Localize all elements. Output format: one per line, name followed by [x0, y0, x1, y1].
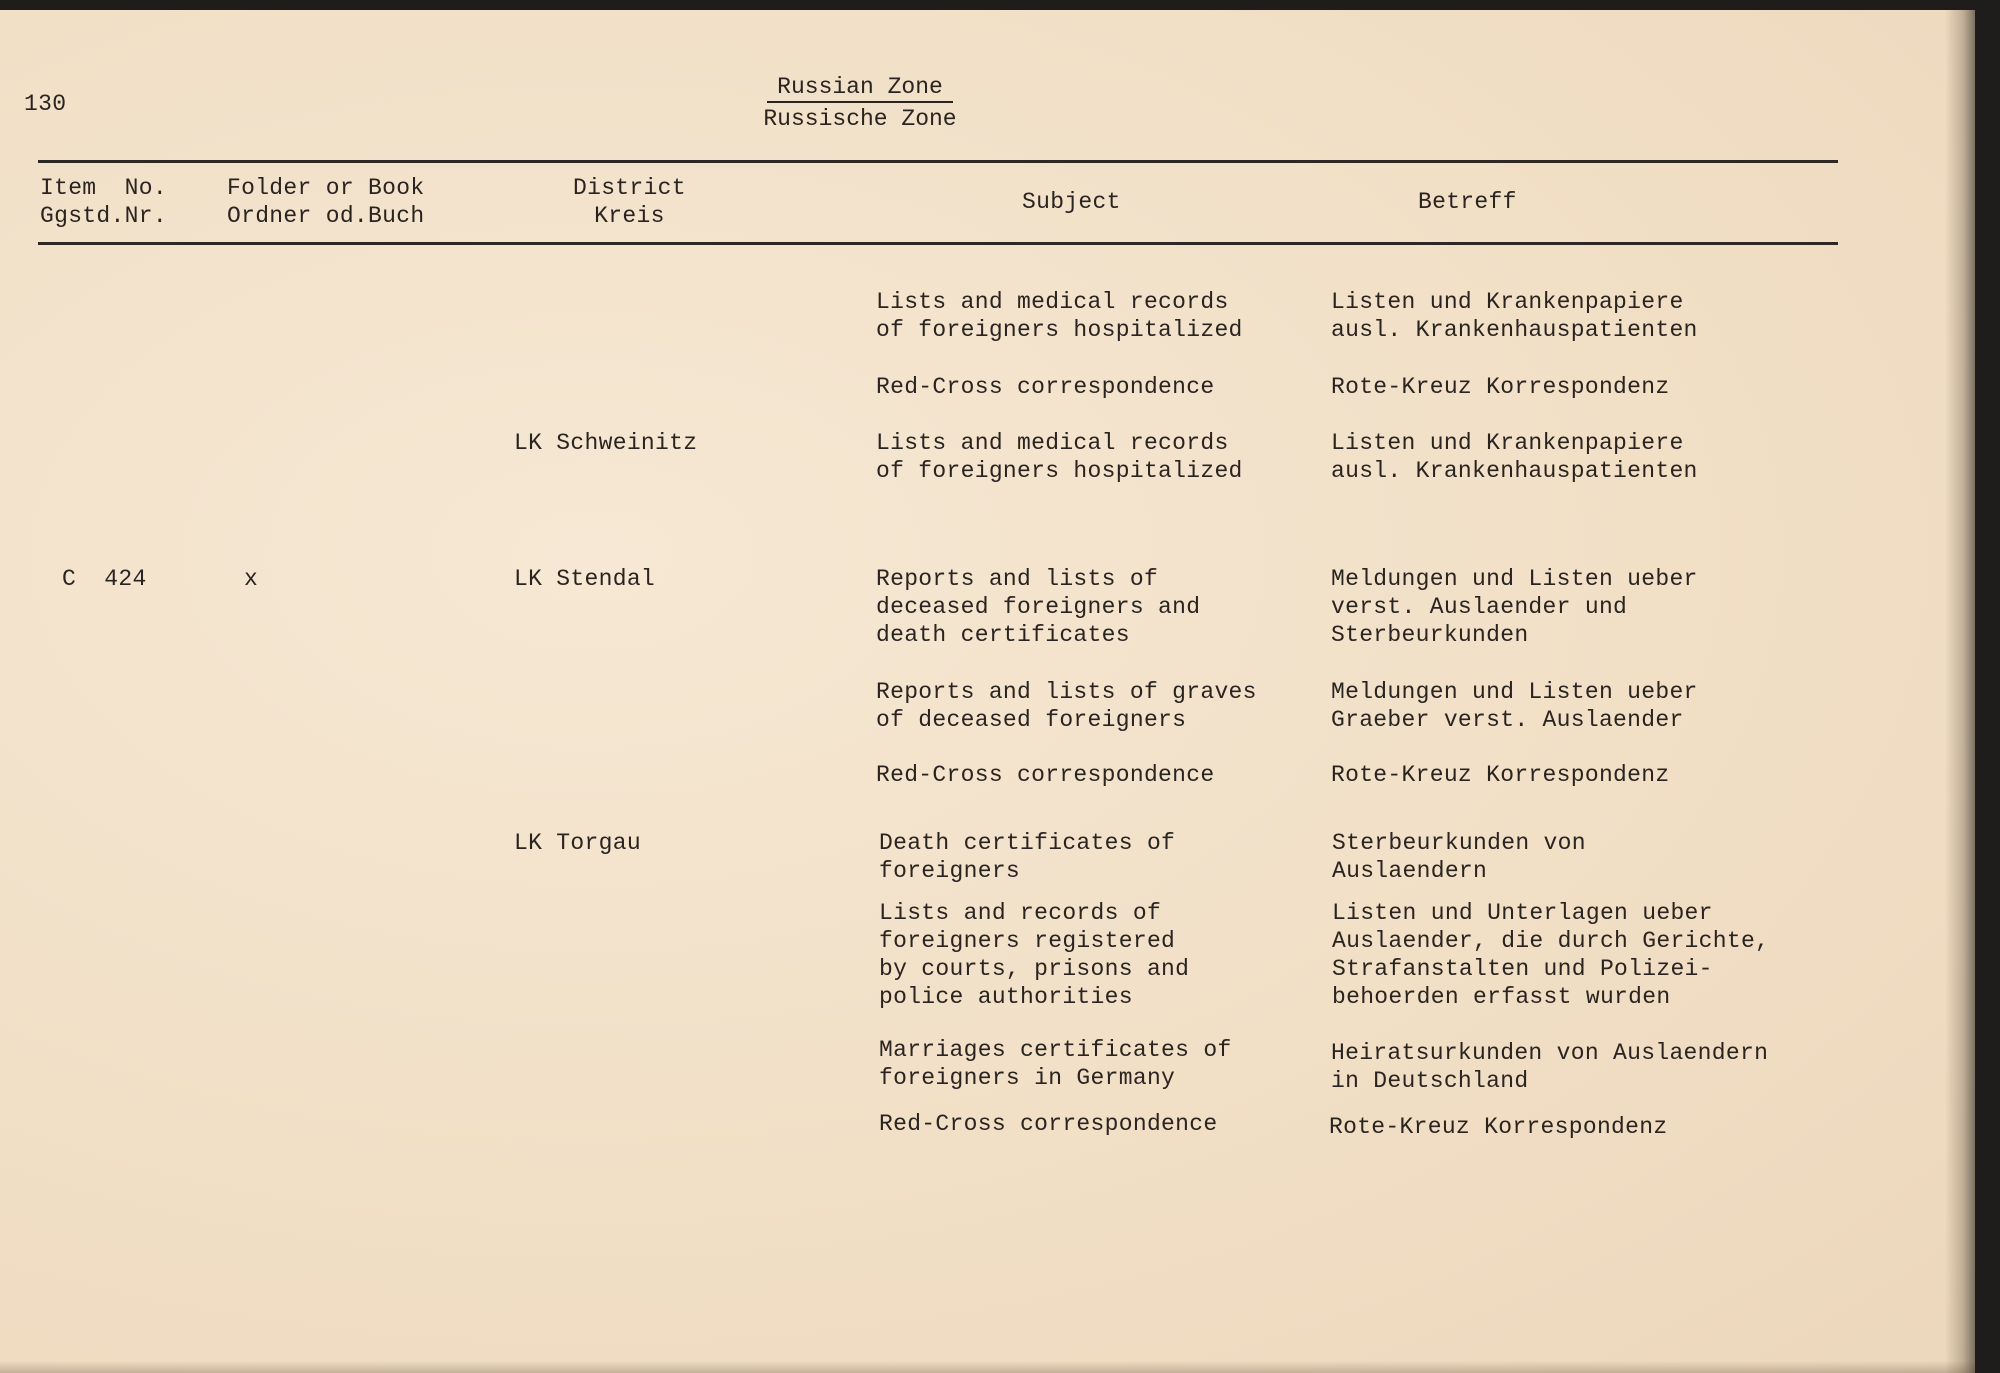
folder-mark-cell: x — [244, 566, 259, 592]
header-top-rule — [38, 160, 1838, 163]
column-header-item-no: Item No. Ggstd.Nr. — [40, 175, 167, 229]
subject-cell: Lists and medical records of foreigners hospitalized — [876, 289, 1243, 343]
subject-cell: Red-Cross correspondence — [876, 374, 1215, 400]
subject-cell: Lists and records of foreigners registered by courts, prisons and police authorities — [879, 900, 1190, 1010]
betreff-cell: Listen und Krankenpapiere ausl. Krankenhauspatienten — [1331, 289, 1698, 343]
district-cell: LK Schweinitz — [514, 430, 698, 456]
column-header-folder: Folder or Book Ordner od.Buch — [227, 175, 425, 229]
page-number: 130 — [24, 91, 67, 117]
item-number-cell: C 424 — [62, 566, 147, 592]
subject-cell: Red-Cross correspondence — [876, 762, 1215, 788]
subject-cell: Reports and lists of deceased foreigners and death certificates — [876, 566, 1201, 648]
betreff-cell: Rote-Kreuz Korrespondenz — [1331, 374, 1670, 400]
betreff-cell: Heiratsurkunden von Auslaendern in Deutschland — [1331, 1040, 1769, 1094]
title-german: Russische Zone — [763, 106, 957, 132]
betreff-cell: Rote-Kreuz Korrespondenz — [1329, 1114, 1668, 1140]
title-english: Russian Zone — [767, 74, 953, 103]
column-header-subject: Subject — [1022, 189, 1121, 215]
page-edge-shadow — [1945, 10, 1975, 1373]
page-bottom-shadow — [0, 1361, 1975, 1373]
subject-cell: Lists and medical records of foreigners hospitalized — [876, 430, 1243, 484]
betreff-cell: Listen und Krankenpapiere ausl. Krankenhauspatienten — [1331, 430, 1698, 484]
column-header-district: District Kreis — [573, 175, 686, 229]
subject-cell: Red-Cross correspondence — [879, 1111, 1218, 1137]
district-cell: LK Stendal — [514, 566, 656, 592]
betreff-cell: Meldungen und Listen ueber verst. Auslaender und Sterbeurkunden — [1331, 566, 1698, 648]
betreff-cell: Rote-Kreuz Korrespondenz — [1331, 762, 1670, 788]
betreff-cell: Listen und Unterlagen ueber Auslaender, die durch Gerichte, Strafanstalten und Polizei- behoerden erfasst wurden — [1332, 900, 1770, 1010]
subject-cell: Reports and lists of graves of deceased foreigners — [876, 679, 1257, 733]
subject-cell: Marriages certificates of foreigners in Germany — [879, 1037, 1232, 1091]
subject-cell: Death certificates of foreigners — [879, 830, 1176, 884]
betreff-cell: Sterbeurkunden von Auslaendern — [1332, 830, 1586, 884]
district-cell: LK Torgau — [514, 830, 641, 856]
header-bottom-rule — [38, 242, 1838, 245]
column-header-betreff: Betreff — [1418, 189, 1517, 215]
page-title — [740, 74, 980, 133]
document-page — [0, 10, 1975, 1373]
betreff-cell: Meldungen und Listen ueber Graeber verst. Auslaender — [1331, 679, 1698, 733]
